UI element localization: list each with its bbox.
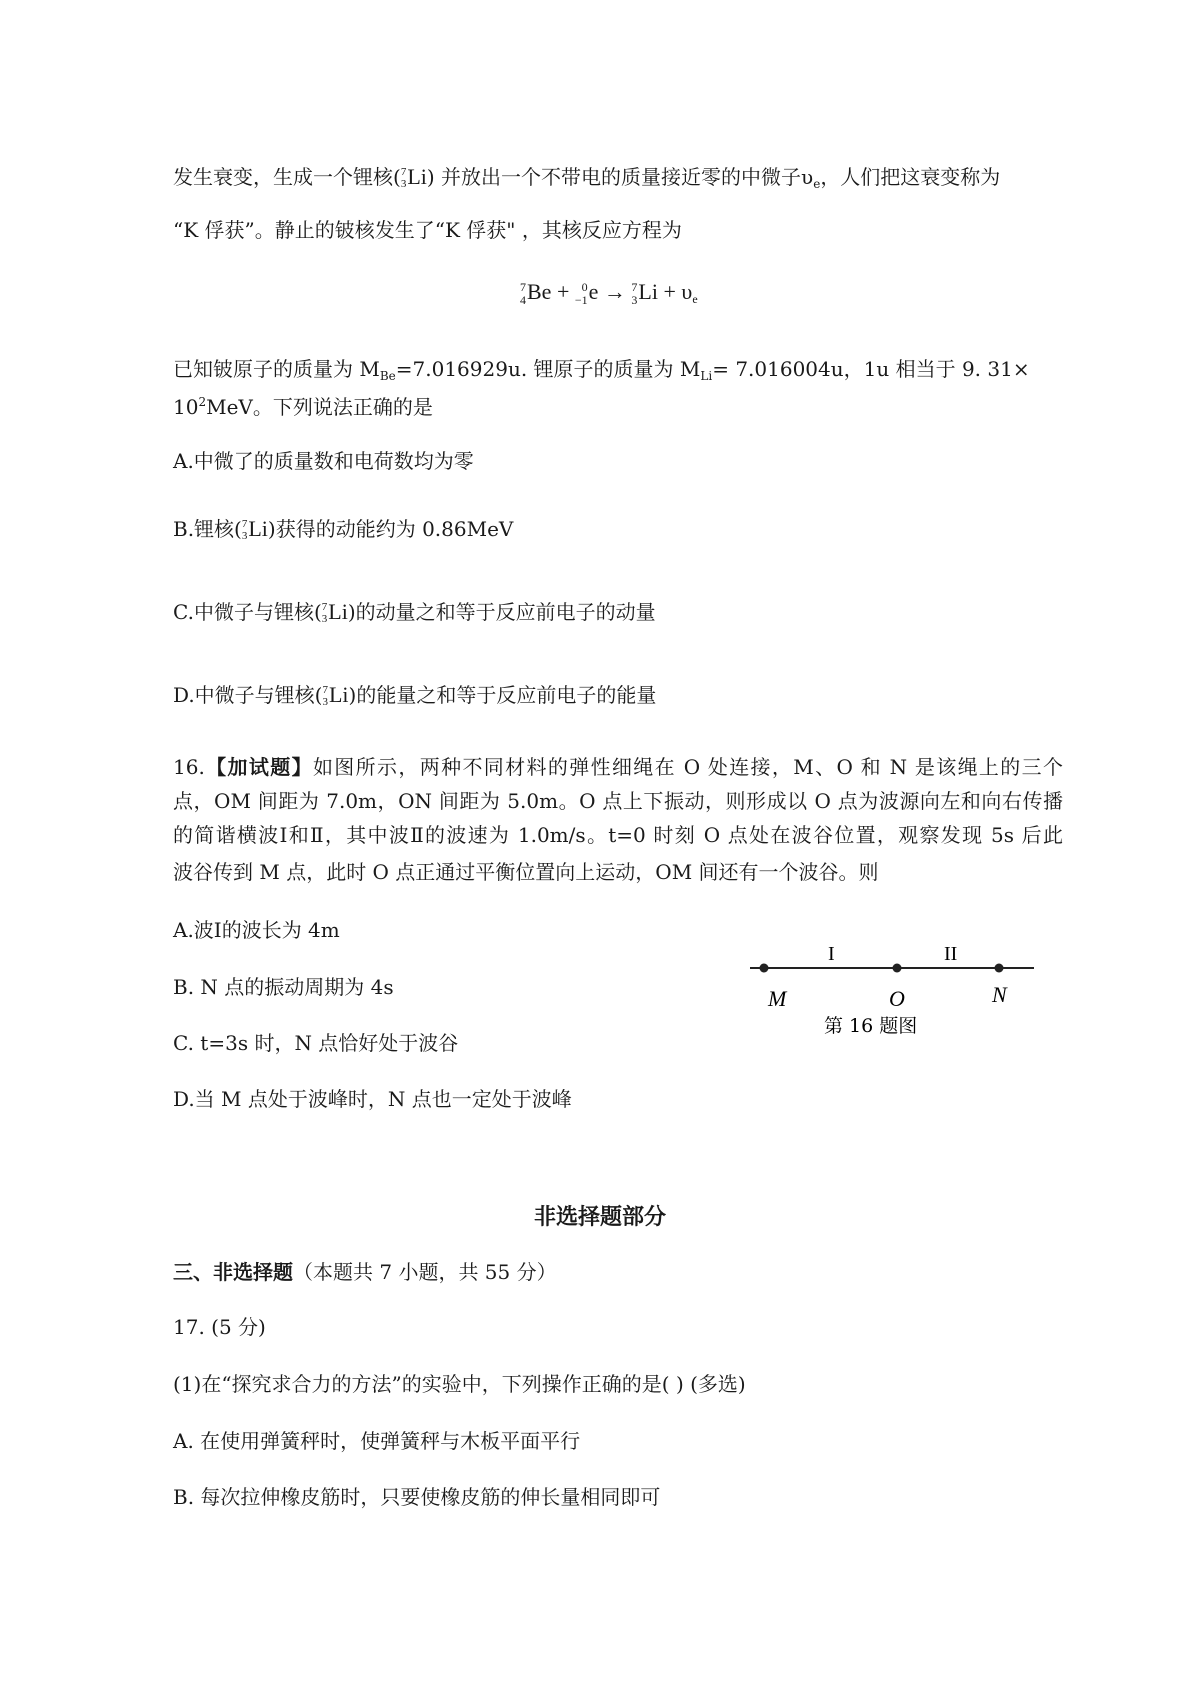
point-n-label: N: [992, 982, 1007, 1007]
q17-head: 17. (5 分): [173, 1315, 266, 1339]
intro-line-1: 发生衰变，生成一个锂核( 7 3 Li) 并放出一个不带电的质量接近零的中微子$\upsilon_e$，人们把这衰变称为: [173, 164, 1001, 191]
q16-line-2: 点，OM 间距为 7.0m，ON 间距为 5.0m。O 点上下振动，则形成以 O 点为波源向左和向右传播: [173, 789, 1063, 813]
q17-sub1: (1)在“探究求合力的方法”的实验中，下列操作正确的是( ) (多选): [173, 1372, 746, 1396]
wave-ii-label: II: [944, 943, 958, 965]
wave-i-label: I: [828, 943, 835, 965]
intro-line-2: “K 俘获”。静止的铍核发生了“K 俘获" ，其核反应方程为: [173, 218, 682, 242]
section-title: 非选择题部分: [533, 1204, 666, 1230]
point-o-dot: [893, 964, 902, 973]
point-m-label: M: [768, 986, 787, 1011]
q15-option-d: D.中微子与锂核( 7 3 Li)的能量之和等于反应前电子的能量: [173, 682, 657, 708]
rope-diagram: [740, 930, 1040, 1050]
figure-caption: 第 16 题图: [824, 1015, 918, 1037]
point-n-dot: [995, 964, 1004, 973]
q16-option-d: D.当 M 点处于波峰时，N 点也一定处于波峰: [173, 1087, 572, 1111]
q16-option-a: A.波Ⅰ的波长为 4m: [173, 918, 340, 942]
q16-line-4: 波谷传到 M 点，此时 O 点正通过平衡位置向上运动，OM 间还有一个波谷。则: [173, 860, 879, 884]
q15-option-b: B.锂核( 7 3 Li)获得的动能约为 0.86MeV: [173, 516, 514, 542]
part3-heading: 三、非选择题（本题共 7 小题，共 55 分）: [173, 1260, 557, 1284]
masses-line: 已知铍原子的质量为 $M_{Be}=7.016929u$. 锂原子的质量为 $M_{Li}= 7.016004u$，1u 相当于 9. 31×: [173, 357, 1030, 383]
q16-figure: [740, 930, 1040, 1050]
point-o-label: O: [889, 986, 905, 1011]
q16-line-3: 的简谐横波Ⅰ和Ⅱ，其中波Ⅱ的波速为 1.0m/s。t=0 时刻 O 点处在波谷位置，观察发现 5s 后此: [173, 823, 1063, 847]
q15-option-a: A.中微了的质量数和电荷数均为零: [173, 449, 474, 473]
q16-option-b: B. N 点的振动周期为 4s: [173, 975, 394, 999]
point-m-dot: [760, 964, 769, 973]
q17-option-a: A. 在使用弹簧秤时，使弹簧秤与木板平面平行: [173, 1429, 581, 1453]
q16-line-1: 16.【加试题】如图所示，两种不同材料的弹性细绳在 O 处连接，M、O 和 N 是该绳上的三个: [173, 755, 1063, 779]
lithium-nuclide: 7 3 Li: [400, 164, 427, 190]
reaction-equation: 7 4 Be + 0 −1 e → 7 3 $Li + \upsilon_e$: [520, 279, 698, 307]
q16-option-c: C. t=3s 时，N 点恰好处于波谷: [173, 1031, 459, 1055]
q15-option-c: C.中微子与锂核( 7 3 Li)的动量之和等于反应前电子的动量: [173, 599, 656, 625]
masses-line-2: $10^2MeV$。下列说法正确的是: [173, 395, 433, 419]
q17-option-b: B. 每次拉伸橡皮筋时，只要使橡皮筋的伸长量相同即可: [173, 1485, 661, 1509]
